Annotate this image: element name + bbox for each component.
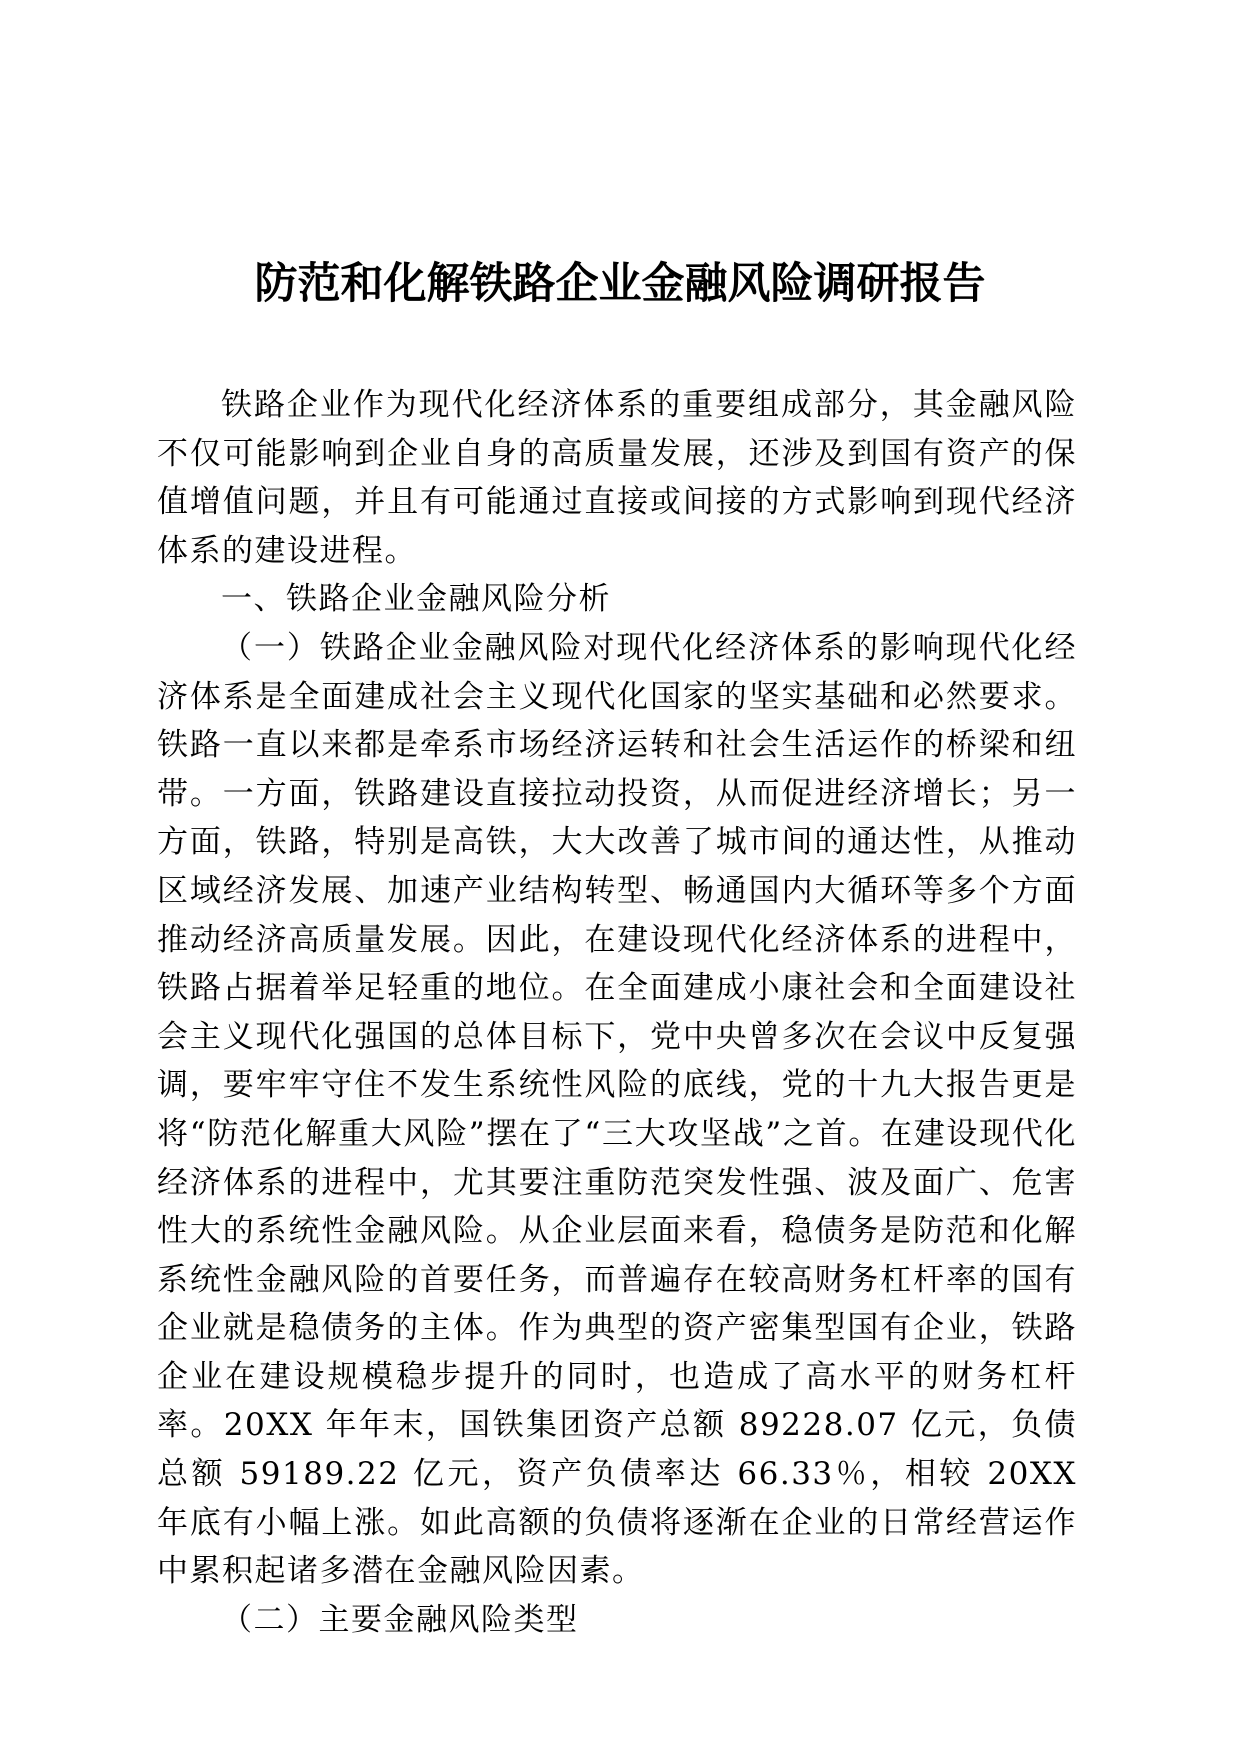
subsection-heading-2: （二）主要金融风险类型 [221, 1601, 579, 1638]
intro-paragraph: 铁路企业作为现代化经济体系的重要组成部分，其金融风险不仅可能影响到企业自身的高质量发展，还涉及到国有资产的保值增值问题，并且有可能通过直接或间接的方式影响到现代经济体系的建设进程。 [157, 387, 1077, 569]
subsection-1-paragraph: （一）铁路企业金融风险对现代化经济体系的影响现代化经济体系是全面建成社会主义现代化国家的坚实基础和必然要求。铁路一直以来都是牵系市场经济运转和社会生活运作的桥梁和纽带。一方面，铁路建设直接拉动投资，从而促进经济增长；另一方面，铁路，特别是高铁，大大改善了城市间的通达性，从推动区域经济发展、加速产业结构转型、畅通国内大循环等多个方面推动经济高质量发展。因此，在建设现代化经济体系的进程中，铁路占据着举足轻重的地位。在全面建成小康社会和全面建设社会主义现代化强国的总体目标下，党中央曾多次在会议中反复强调，要牢牢守住不发生系统性风险的底线，党的十九大报告更是将“防范化解重大风险”摆在了“三大攻坚战”之首。在建设现代化经济体系的进程中，尤其要注重防范突发性强、波及面广、危害性大的系统性金融风险。从企业层面来看，稳债务是防范和化解系统性金融风险的首要任务，而普遍存在较高财务杠杆率的国有企业就是稳债务的主体。作为典型的资产密集型国有企业，铁路企业在建设规模稳步提升的同时，也造成了高水平的财务杠杆率。20XX 年年末，国铁集团资产总额 89228.07 亿元，负债总额 59189.22 亿元，资产负债率达 66.33％，相较 20XX 年底有小幅上涨。如此高额的负债将逐渐在企业的日常经营运作中累积起诸多潜在金融风险因素。 [157, 629, 1077, 1590]
section-heading-1: 一、铁路企业金融风险分析 [221, 581, 611, 618]
document-body [157, 381, 1077, 1644]
document-title: 防范和化解铁路企业金融风险调研报告 [254, 259, 986, 309]
